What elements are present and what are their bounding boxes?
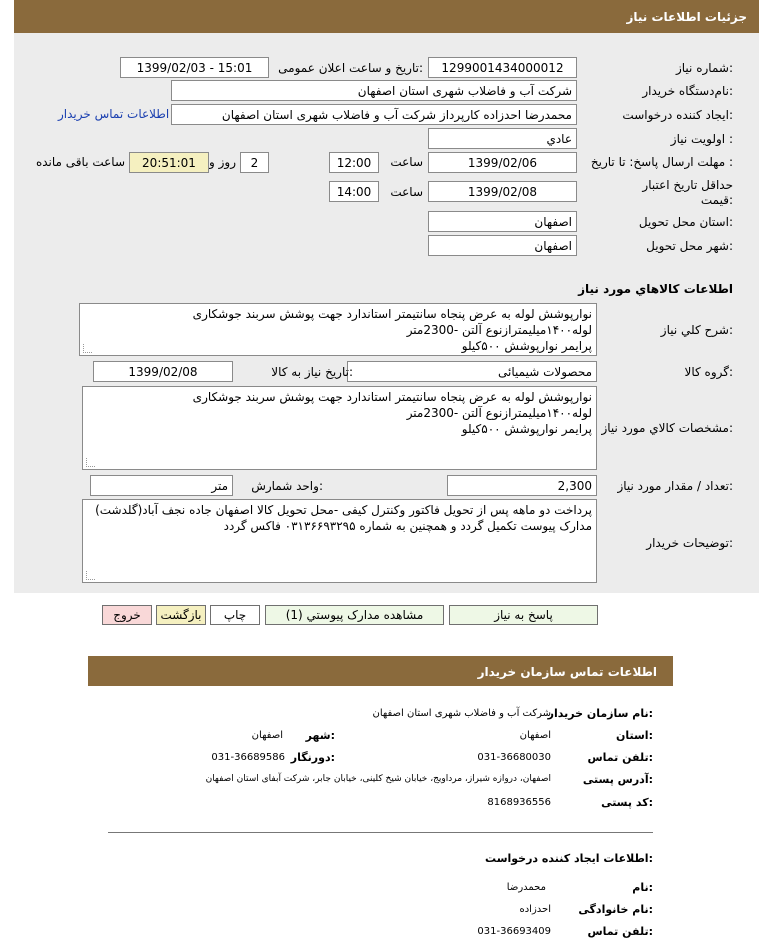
deadline-date-field: 1399/02/06: [428, 152, 577, 173]
contact-fax-value: 031-36689586: [211, 752, 285, 763]
contact-city-value: اصفهان: [251, 730, 283, 741]
validity-time-label: ساعت: [390, 185, 423, 199]
need-date-label: تاریخ نیاز به کالا:: [271, 365, 353, 379]
page-header: [14, 0, 759, 33]
buyer-org-field: شرکت آب و فاضلاب شهری استان اصفهان: [171, 80, 577, 101]
unit-field: متر: [90, 475, 233, 496]
announce-field: 1399/02/03 - 15:01: [120, 57, 269, 78]
creator-family-label: نام خانوادگی:: [578, 903, 653, 916]
group-field: محصولات شیمیائی: [347, 361, 597, 382]
need-number-field: 1299001434000012: [428, 57, 577, 78]
page-title: جزئیات اطلاعات نیاز: [626, 10, 747, 24]
city-field: اصفهان: [428, 235, 577, 256]
priority-label: اولویت نیاز :: [670, 132, 733, 146]
unit-label: واحد شمارش:: [251, 479, 323, 493]
creator-name-label: نام:: [632, 881, 653, 894]
resize-grip-icon[interactable]: [86, 458, 95, 467]
buyer-notes-text: پرداخت دو ماهه پس از تحویل فاکتور وکنترل کیفی -محل تحویل کالا اصفهان جاده نجف آباد(گلدشت) مدارک پیوست تکمیل گردد و همچنین به شماره ۰۳۱۳۶۶۹۳۲۹۵ فاکس گردد: [95, 503, 592, 533]
province-label: استان محل تحویل:: [638, 215, 733, 229]
specs-textarea: [82, 386, 597, 470]
creator-name-value: محمدرضا: [506, 882, 546, 893]
creator-family-value: احدزاده: [519, 904, 551, 915]
deadline-time-label: ساعت: [390, 155, 423, 169]
contact-address-value: اصفهان، دروازه شیراز، مرداویج، خیابان شیخ کلینی، خیابان جابر، شرکت آبفای استان اصفهان: [205, 774, 551, 784]
contact-card: [84, 651, 677, 941]
exit-button[interactable]: خروج: [102, 605, 152, 625]
remaining-time-field: 20:51:01: [129, 152, 209, 173]
days-field: 2: [240, 152, 269, 173]
deadline-label: مهلت ارسال پاسخ: تا تاریخ :: [590, 155, 733, 169]
summary-text: نوارپوشش لوله به عرض پنجاه سانتیمتر استاندارد جهت پوشش سربند جوشکاری لوله۱۴۰۰میلیمترازنوع آلتن -2300متر پرایمر نوارپوشش ۵۰۰کیلو: [192, 307, 592, 353]
summary-label: شرح کلي نياز:: [660, 323, 733, 337]
goods-section-title: اطلاعات کالاهاي مورد نياز: [578, 282, 733, 296]
resize-grip-icon[interactable]: [83, 344, 92, 353]
contact-fax-label: دورنگار:: [290, 751, 335, 764]
contact-city-label: شهر:: [305, 729, 335, 742]
announce-label: تاریخ و ساعت اعلان عمومی:: [278, 61, 423, 75]
validity-time-field: 14:00: [329, 181, 379, 202]
validity-date-field: 1399/02/08: [428, 181, 577, 202]
buyer-org-label: نام‌دستگاه خریدار:: [642, 84, 733, 98]
buyer-notes-label: توضیحات خریدار:: [646, 536, 733, 550]
contact-postal-label: کد پستی:: [601, 796, 653, 809]
contact-phone-value: 031-36680030: [477, 752, 551, 763]
back-button[interactable]: بازگشت: [156, 605, 206, 625]
contact-postal-value: 8168936556: [487, 797, 551, 808]
validity-label: حداقل تاریخ اعتبار قیمت:: [642, 178, 733, 207]
contact-address-label: آدرس پستی:: [582, 773, 653, 786]
reply-button[interactable]: پاسخ به نیاز: [449, 605, 598, 625]
specs-label: مشخصات کالاي مورد نياز:: [601, 421, 733, 435]
buyer-contact-link[interactable]: اطلاعات تماس خریدار: [58, 107, 170, 121]
province-field: اصفهان: [428, 211, 577, 232]
deadline-time-field: 12:00: [329, 152, 379, 173]
priority-field: عادي: [428, 128, 577, 149]
need-date-field: 1399/02/08: [93, 361, 233, 382]
buyer-notes-textarea: [82, 499, 597, 583]
qty-label: تعداد / مقدار مورد نیاز:: [617, 479, 733, 493]
creator-section-title: اطلاعات ایجاد کننده درخواست:: [485, 852, 653, 865]
creator-phone-label: تلفن تماس:: [587, 925, 653, 938]
contact-org-value: شرکت آب و فاضلاب شهری استان اصفهان: [372, 708, 551, 719]
group-label: گروه کالا:: [684, 365, 733, 379]
contact-province-value: اصفهان: [519, 730, 551, 741]
qty-field: 2,300: [447, 475, 597, 496]
print-button[interactable]: چاپ: [210, 605, 260, 625]
creator-field: محمدرضا احدزاده کارپرداز شرکت آب و فاضلاب شهری استان اصفهان: [171, 104, 577, 125]
contact-card-header: [88, 656, 673, 686]
specs-text: نوارپوشش لوله به عرض پنجاه سانتیمتر استاندارد جهت پوشش سربند جوشکاری لوله۱۴۰۰میلیمترازنوع آلتن -2300متر پرایمر نوارپوشش ۵۰۰کیلو: [192, 390, 592, 436]
contact-card-title: اطلاعات تماس سازمان خریدار: [477, 665, 657, 679]
resize-grip-icon[interactable]: [86, 571, 95, 580]
attachments-button[interactable]: مشاهده مدارک پیوستي (1): [265, 605, 444, 625]
creator-phone-value: 031-36693409: [477, 926, 551, 937]
days-label: روز و: [209, 155, 236, 169]
contact-divider: [108, 832, 653, 833]
contact-province-label: استان:: [615, 729, 653, 742]
need-number-label: شماره نیاز:: [675, 61, 733, 75]
contact-phone-label: تلفن تماس:: [587, 751, 653, 764]
remaining-label: ساعت باقی مانده: [35, 155, 125, 169]
city-label: شهر محل تحویل:: [646, 239, 733, 253]
summary-textarea: [79, 303, 597, 356]
creator-label: ایجاد کننده درخواست:: [622, 108, 733, 122]
contact-org-label: نام سازمان خریدار:: [547, 707, 653, 720]
